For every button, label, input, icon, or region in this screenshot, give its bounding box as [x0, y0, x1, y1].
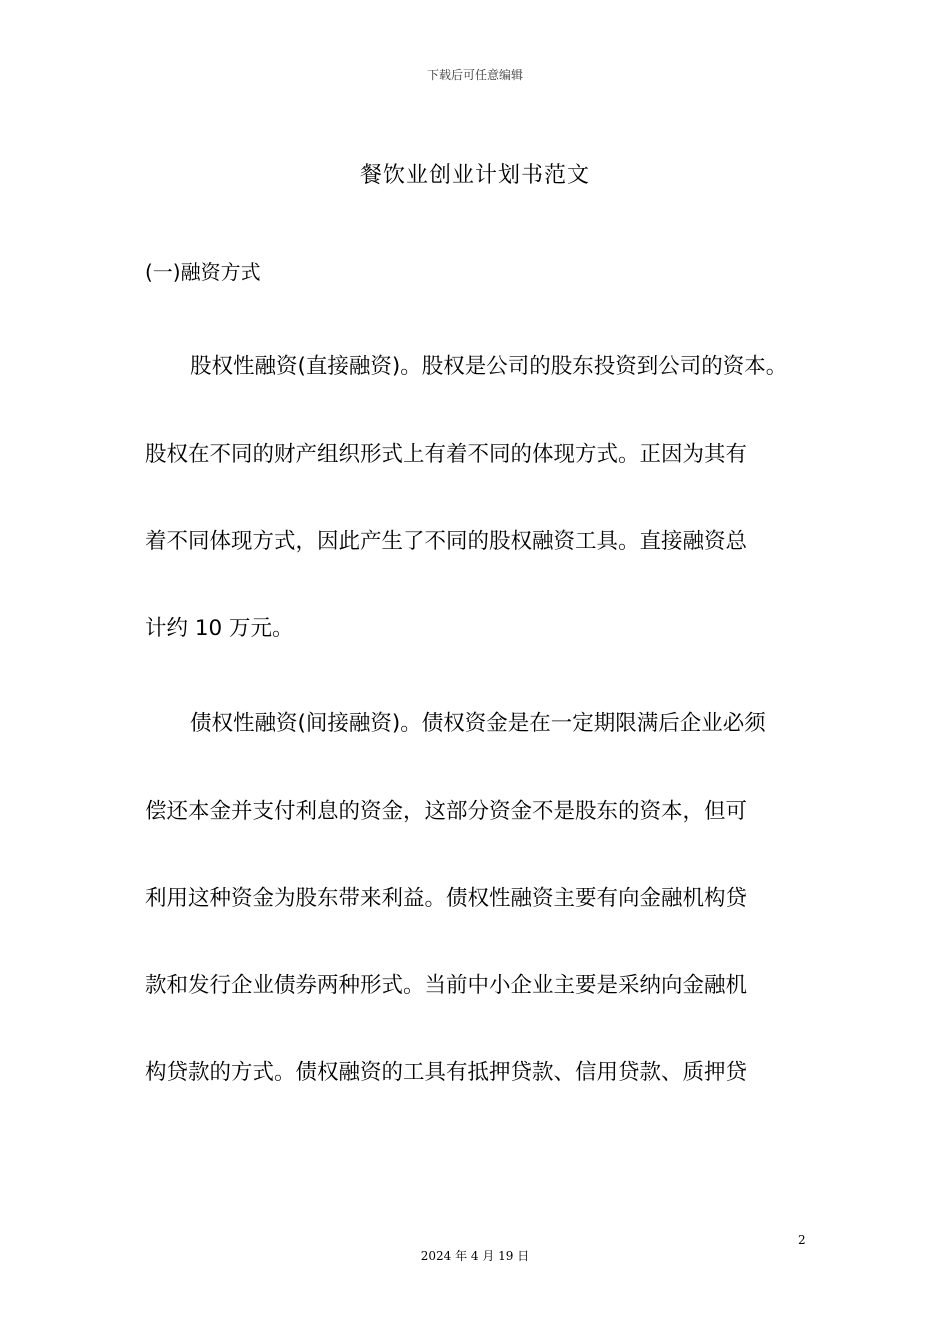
paragraph-1-line-3: 着不同体现方式，因此产生了不同的股权融资工具。直接融资总	[145, 529, 748, 554]
header-note: 下载后可任意编辑	[426, 68, 523, 82]
paragraph-2-line-5: 构贷款的方式。债权融资的工具有抵押贷款、信用贷款、质押贷	[145, 1060, 748, 1085]
section-heading: (一)融资方式	[145, 260, 261, 284]
paragraph-1-line-4: 计约 10 万元。	[145, 616, 294, 641]
document-title: 餐饮业创业计划书范文	[359, 163, 590, 188]
paragraph-1-line-1: 股权性融资(直接融资)。股权是公司的股东投资到公司的资本。	[190, 354, 788, 379]
paragraph-1-line-2: 股权在不同的财产组织形式上有着不同的体现方式。正因为其有	[145, 442, 748, 467]
paragraph-2-line-1: 债权性融资(间接融资)。债权资金是在一定期限满后企业必须	[190, 711, 766, 736]
paragraph-2-line-4: 款和发行企业债券两种形式。当前中小企业主要是采纳向金融机	[145, 973, 748, 998]
footer-date: 2024 年 4 月 19 日	[420, 1249, 530, 1263]
paragraph-2-line-2: 偿还本金并支付利息的资金，这部分资金不是股东的资本，但可	[145, 799, 748, 824]
paragraph-2-line-3: 利用这种资金为股东带来利益。债权性融资主要有向金融机构贷	[145, 886, 748, 911]
page-number: 2	[798, 1233, 806, 1247]
